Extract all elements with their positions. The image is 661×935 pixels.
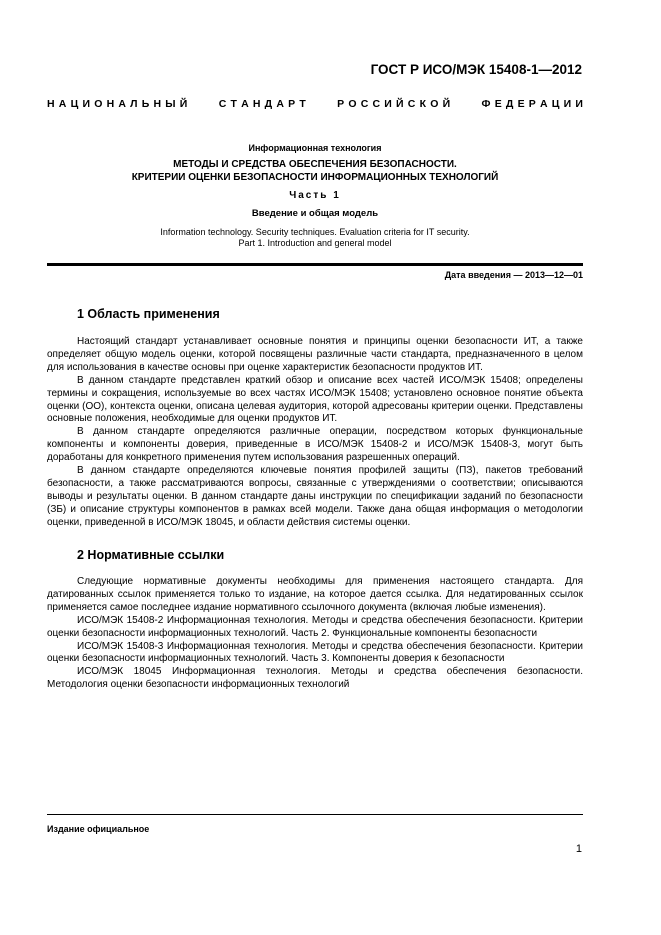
english-title-line-1: Information technology. Security techniques. Evaluation criteria for IT security. [160,227,470,237]
section-2-body [47,576,583,692]
footer-divider [47,814,583,815]
part-label: Часть 1 [289,190,341,201]
paragraph: В данном стандарте представлен краткий обзор и описание всех частей ИСО/МЭК 15408; определены термины и сокращения, используемые во всех частях ИСО/МЭК 15408; установлено основное понятие объекта оценки (ОО), контекста оценки, описана целевая аудитория, которой адресованы критерии оценки. Представлены основные положения, необходимые для оценки продуктов ИТ. [47,374,583,425]
field-title: Информационная технология [248,143,382,153]
paragraph: В данном стандарте определяются ключевые понятия профилей защиты (ПЗ), пакетов требований безопасности, а также рассматриваются вопросы, связанные с утверждениями о соответствии; описываются выводы и результаты оценки. В данном стандарте даны инструкции по спецификации заданий по безопасности (ЗБ) и описание структуры компонентов в рамках всей модели. Также дана общая информация о методологии оценки, приведенной в ИСО/МЭК 18045, и области действия системы оценки. [47,465,583,528]
introduction-date: Дата введения — 2013—12—01 [444,270,583,280]
paragraph: В данном стандарте определяются различные операции, посредством которых функциональные компоненты и компоненты доверия, приведенные в ИСО/МЭК 15408-2 и ИСО/МЭК 15408-3, могут быть доработаны для конкретного применения путем использования разрешенных операций. [47,426,583,464]
page-number: 1 [575,843,582,855]
paragraph: Следующие нормативные документы необходимы для применения настоящего стандарта. Для датированных ссылок применяется только то издание, на которое дается ссылка. Для недатированных ссылок применяется самое последнее издание нормативного ссылочного документа (включая любые изменения). [47,576,583,613]
main-title-line-1: МЕТОДЫ И СРЕДСТВА ОБЕСПЕЧЕНИЯ БЕЗОПАСНОСТИ. [173,159,457,170]
paragraph: Настоящий стандарт устанавливает основные понятия и принципы оценки безопасности ИТ, а также определяет общую модель оценки, которой посвящены различные части стандарта, предназначенного в целом для использования в качестве основы при оценке характеристик безопасности продуктов ИТ. [47,336,583,373]
section-2-heading: 2 Нормативные ссылки [77,548,225,562]
english-title-line-2: Part 1. Introduction and general model [238,238,392,248]
main-title-line-2: КРИТЕРИИ ОЦЕНКИ БЕЗОПАСНОСТИ ИНФОРМАЦИОННЫХ ТЕХНОЛОГИЙ [131,172,499,183]
reference-item: ИСО/МЭК 15408-3 Информационная технология. Методы и средства обеспечения безопасности. Критерии оценки безопасности информационных технологий. Часть 3. Компоненты доверия к безопасности [47,640,583,665]
banner-word: Ф Е Д Е Р А Ц И И [481,98,583,110]
section-1-heading: 1 Область применения [77,307,220,321]
reference-item: ИСО/МЭК 15408-2 Информационная технология. Методы и средства обеспечения безопасности. Критерии оценки безопасности информационных технологий. Часть 2. Функциональные компоненты безопасности [47,614,583,639]
title-divider [47,263,583,266]
banner-word: Н А Ц И О Н А Л Ь Н Ы Й [47,98,188,110]
official-edition-label: Издание официальное [47,824,150,834]
reference-item: ИСО/МЭК 18045 Информационная технология. Методы и средства обеспечения безопасности. Методология оценки безопасности информационных технологий [47,666,583,691]
national-standard-banner [47,98,583,110]
banner-word: С Т А Н Д А Р Т [218,98,306,110]
section-1-body [47,336,583,530]
part-subtitle: Введение и общая модель [251,208,379,219]
banner-word: Р О С С И Й С К О Й [337,98,451,110]
document-designation: ГОСТ Р ИСО/МЭК 15408-1—2012 [370,62,582,77]
